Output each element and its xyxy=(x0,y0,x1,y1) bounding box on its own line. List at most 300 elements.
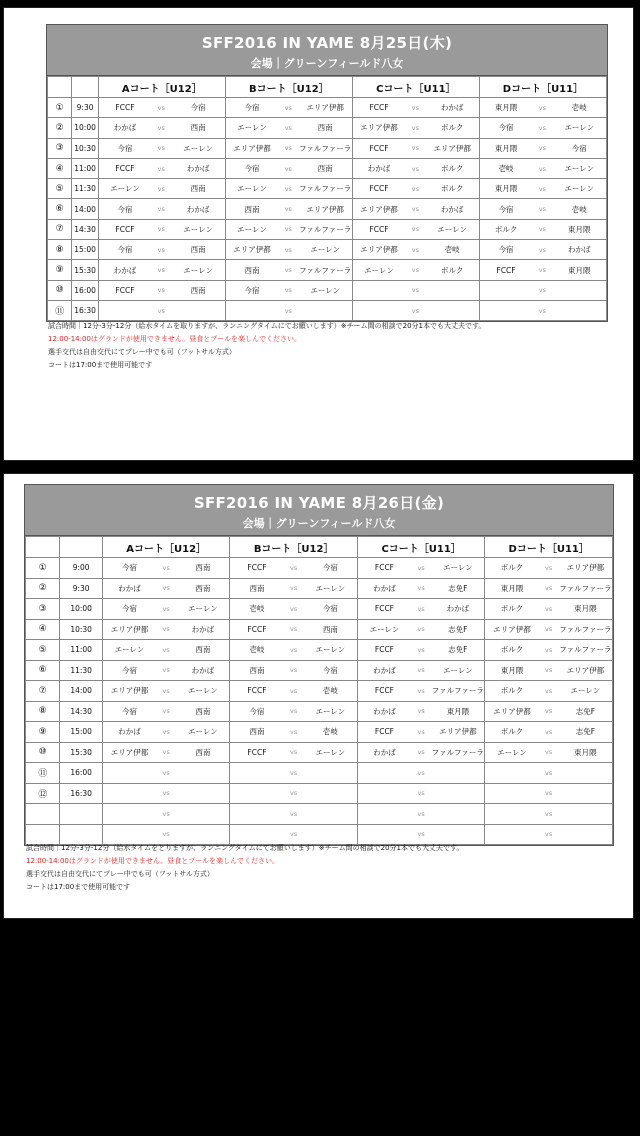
match-number: ⑪ xyxy=(26,763,60,784)
home-team xyxy=(225,300,278,320)
vs-label: vs xyxy=(532,118,552,138)
match-time: 10:00 xyxy=(60,599,103,620)
match-time: 16:30 xyxy=(72,300,98,320)
vs-label: vs xyxy=(405,300,425,320)
match-number: ④ xyxy=(48,158,72,178)
court-label: Dコート［U11］ xyxy=(485,537,613,558)
away-team: エーレン xyxy=(304,640,358,661)
vs-label: vs xyxy=(151,260,171,280)
home-team: わかば xyxy=(357,742,411,763)
vs-label: vs xyxy=(151,138,171,158)
match-time: 14:30 xyxy=(60,701,103,722)
home-team: わかば xyxy=(98,260,151,280)
away-team: エーレン xyxy=(553,158,607,178)
home-team: FCCF xyxy=(230,681,284,702)
vs-label: vs xyxy=(539,701,559,722)
away-team: わかば xyxy=(426,98,480,118)
away-team: ボルク xyxy=(426,118,480,138)
away-team: 東月隈 xyxy=(559,742,613,763)
away-team xyxy=(426,280,480,300)
vs-label: vs xyxy=(284,681,304,702)
home-team: エリア伊都 xyxy=(352,199,405,219)
home-team: エリア伊都 xyxy=(225,138,278,158)
home-team xyxy=(352,280,405,300)
note-3: 選手交代は自由交代にてプレー中でも可（フットサル方式） xyxy=(26,870,214,878)
home-team: 東月隈 xyxy=(485,660,539,681)
home-team: 今宿 xyxy=(98,138,151,158)
away-team: わかば xyxy=(426,199,480,219)
vs-label: vs xyxy=(411,824,431,845)
home-team: 今宿 xyxy=(230,701,284,722)
match-number: ② xyxy=(48,118,72,138)
home-team: FCCF xyxy=(98,98,151,118)
home-team xyxy=(485,804,539,825)
match-time: 10:30 xyxy=(60,619,103,640)
table-row xyxy=(48,138,607,158)
away-team: ファルファーラ xyxy=(431,681,485,702)
vs-label: vs xyxy=(539,763,559,784)
away-team: エリア伊都 xyxy=(298,199,352,219)
away-team: 西南 xyxy=(176,701,230,722)
match-number: ⑤ xyxy=(26,640,60,661)
home-team: 今宿 xyxy=(102,599,156,620)
home-team xyxy=(357,804,411,825)
table-row xyxy=(26,558,613,579)
vs-label: vs xyxy=(156,640,176,661)
match-time: 16:30 xyxy=(60,783,103,804)
vs-label: vs xyxy=(405,280,425,300)
away-team: 西南 xyxy=(171,118,225,138)
home-team: 今宿 xyxy=(98,199,151,219)
match-number: ⑧ xyxy=(26,701,60,722)
vs-label: vs xyxy=(405,98,425,118)
away-team: エリア伊都 xyxy=(559,558,613,579)
home-team xyxy=(485,763,539,784)
vs-label: vs xyxy=(156,783,176,804)
blank-cell xyxy=(48,77,72,98)
away-team: 西南 xyxy=(298,158,352,178)
away-team: 志免F xyxy=(431,619,485,640)
vs-label: vs xyxy=(411,640,431,661)
schedule-table-day2 xyxy=(24,484,614,846)
vs-label: vs xyxy=(156,619,176,640)
vs-label: vs xyxy=(405,158,425,178)
home-team: 壱岐 xyxy=(230,599,284,620)
vs-label: vs xyxy=(156,763,176,784)
vs-label: vs xyxy=(151,199,171,219)
away-team: エーレン xyxy=(176,722,230,743)
home-team: 西南 xyxy=(230,578,284,599)
home-team: エリア伊都 xyxy=(102,681,156,702)
match-number: ③ xyxy=(48,138,72,158)
home-team xyxy=(98,300,151,320)
venue-label: 会場｜グリーンフィールド八女 xyxy=(242,517,396,530)
home-team xyxy=(357,783,411,804)
court-label: Dコート［U11］ xyxy=(479,77,606,98)
away-team xyxy=(559,824,613,845)
vs-label: vs xyxy=(278,300,298,320)
note-2: 12:00-14:00はグランドが使用できません。昼食とプールを楽しんでください。 xyxy=(26,857,279,865)
home-team: FCCF xyxy=(98,158,151,178)
home-team: ボルク xyxy=(485,681,539,702)
away-team: ファルファーラ xyxy=(298,179,352,199)
away-team: 東月隈 xyxy=(553,260,607,280)
away-team xyxy=(176,804,230,825)
notes-day2 xyxy=(26,842,463,894)
home-team xyxy=(230,763,284,784)
vs-label: vs xyxy=(284,804,304,825)
note-2: 12:00-14:00はグランドが使用できません。昼食とプールを楽しんでください。 xyxy=(48,335,301,343)
home-team: 西南 xyxy=(230,660,284,681)
vs-label: vs xyxy=(284,783,304,804)
home-team: 西南 xyxy=(225,260,278,280)
match-number: ⑤ xyxy=(48,179,72,199)
table-row xyxy=(48,118,607,138)
vs-label: vs xyxy=(151,98,171,118)
vs-label: vs xyxy=(539,722,559,743)
home-team: 今宿 xyxy=(225,98,278,118)
match-table xyxy=(25,536,613,845)
table-row xyxy=(48,240,607,260)
home-team xyxy=(479,280,532,300)
court-label: Aコート［U12］ xyxy=(102,537,230,558)
away-team xyxy=(426,300,480,320)
table-row xyxy=(26,701,613,722)
home-team: エリア伊都 xyxy=(485,619,539,640)
away-team: エーレン xyxy=(559,681,613,702)
home-team: FCCF xyxy=(357,558,411,579)
match-number: ⑦ xyxy=(26,681,60,702)
vs-label: vs xyxy=(156,742,176,763)
home-team xyxy=(485,824,539,845)
vs-label: vs xyxy=(284,578,304,599)
away-team: エーレン xyxy=(553,118,607,138)
match-number: ② xyxy=(26,578,60,599)
vs-label: vs xyxy=(405,179,425,199)
home-team: エリア伊都 xyxy=(352,118,405,138)
away-team: ファルファーラ xyxy=(431,742,485,763)
home-team: わかば xyxy=(352,158,405,178)
away-team xyxy=(559,804,613,825)
away-team: ファルファーラ xyxy=(298,260,352,280)
match-number: ⑩ xyxy=(48,280,72,300)
away-team: 西南 xyxy=(171,179,225,199)
away-team: わかば xyxy=(176,660,230,681)
away-team xyxy=(304,783,358,804)
vs-label: vs xyxy=(405,118,425,138)
schedule-sheet-day2 xyxy=(4,474,633,918)
vs-label: vs xyxy=(278,158,298,178)
home-team: エーレン xyxy=(225,219,278,239)
match-time: 9:30 xyxy=(72,98,98,118)
home-team: 壱岐 xyxy=(230,640,284,661)
home-team: 西南 xyxy=(230,722,284,743)
table-row xyxy=(48,158,607,178)
vs-label: vs xyxy=(156,722,176,743)
home-team: FCCF xyxy=(357,722,411,743)
away-team: ファルファーラ xyxy=(559,619,613,640)
court-label: Aコート［U12］ xyxy=(98,77,225,98)
venue-label: 会場｜グリーンフィールド八女 xyxy=(250,57,404,70)
schedule-table-day1 xyxy=(46,24,608,322)
away-team: エリア伊都 xyxy=(298,98,352,118)
away-team: 西南 xyxy=(171,280,225,300)
table-row xyxy=(26,804,613,825)
table-row xyxy=(48,219,607,239)
away-team: エーレン xyxy=(171,219,225,239)
schedule-header xyxy=(47,25,607,76)
match-number: ⑧ xyxy=(48,240,72,260)
away-team: ボルク xyxy=(426,260,480,280)
match-time: 15:30 xyxy=(72,260,98,280)
note-4: コートは17:00まで使用可能です xyxy=(26,883,131,891)
vs-label: vs xyxy=(411,578,431,599)
away-team: エーレン xyxy=(176,599,230,620)
away-team xyxy=(431,763,485,784)
home-team: FCCF xyxy=(352,219,405,239)
vs-label: vs xyxy=(539,660,559,681)
vs-label: vs xyxy=(405,199,425,219)
away-team: ボルク xyxy=(426,158,480,178)
home-team: ボルク xyxy=(485,558,539,579)
match-time: 14:30 xyxy=(72,219,98,239)
away-team: 東月隈 xyxy=(559,599,613,620)
away-team: 西南 xyxy=(176,640,230,661)
away-team xyxy=(553,280,607,300)
schedule-title: SFF2016 IN YAME 8月26日(金) xyxy=(193,494,445,512)
home-team xyxy=(230,804,284,825)
match-time: 11:00 xyxy=(60,640,103,661)
home-team: 東月隈 xyxy=(479,138,532,158)
home-team: 今宿 xyxy=(479,118,532,138)
home-team: 今宿 xyxy=(102,558,156,579)
match-number: ① xyxy=(48,98,72,118)
note-4: コートは17:00まで使用可能です xyxy=(48,361,153,369)
vs-label: vs xyxy=(532,219,552,239)
vs-label: vs xyxy=(284,640,304,661)
home-team xyxy=(102,783,156,804)
home-team: エーレン xyxy=(357,619,411,640)
vs-label: vs xyxy=(278,199,298,219)
vs-label: vs xyxy=(284,619,304,640)
vs-label: vs xyxy=(539,742,559,763)
away-team: エーレン xyxy=(171,260,225,280)
home-team: FCCF xyxy=(98,280,151,300)
home-team: FCCF xyxy=(230,619,284,640)
away-team: わかば xyxy=(553,240,607,260)
away-team: 壱岐 xyxy=(553,98,607,118)
vs-label: vs xyxy=(278,240,298,260)
away-team xyxy=(559,783,613,804)
away-team xyxy=(171,300,225,320)
away-team: 西南 xyxy=(298,118,352,138)
vs-label: vs xyxy=(151,240,171,260)
away-team: 志免F xyxy=(431,640,485,661)
vs-label: vs xyxy=(532,300,552,320)
vs-label: vs xyxy=(284,722,304,743)
away-team: ファルファーラ xyxy=(298,219,352,239)
match-number: ⑨ xyxy=(48,260,72,280)
vs-label: vs xyxy=(405,138,425,158)
court-label: Cコート［U11］ xyxy=(352,77,479,98)
vs-label: vs xyxy=(411,599,431,620)
home-team: FCCF xyxy=(230,742,284,763)
home-team xyxy=(485,783,539,804)
away-team: 東月隈 xyxy=(553,219,607,239)
vs-label: vs xyxy=(411,701,431,722)
vs-label: vs xyxy=(405,240,425,260)
vs-label: vs xyxy=(411,660,431,681)
away-team: 壱岐 xyxy=(426,240,480,260)
court-header-row xyxy=(26,537,613,558)
away-team xyxy=(304,804,358,825)
vs-label: vs xyxy=(532,260,552,280)
vs-label: vs xyxy=(539,640,559,661)
home-team: FCCF xyxy=(357,640,411,661)
away-team: エーレン xyxy=(431,558,485,579)
table-row xyxy=(48,98,607,118)
table-row xyxy=(26,722,613,743)
home-team: FCCF xyxy=(352,98,405,118)
match-time: 11:00 xyxy=(72,158,98,178)
home-team: FCCF xyxy=(352,138,405,158)
away-team: 西南 xyxy=(176,742,230,763)
home-team: FCCF xyxy=(479,260,532,280)
court-header-row xyxy=(48,77,607,98)
vs-label: vs xyxy=(151,179,171,199)
away-team: エリア伊都 xyxy=(431,722,485,743)
vs-label: vs xyxy=(411,763,431,784)
match-number: ④ xyxy=(26,619,60,640)
table-row xyxy=(48,300,607,320)
home-team: わかば xyxy=(98,118,151,138)
home-team: ボルク xyxy=(485,599,539,620)
home-team: FCCF xyxy=(230,558,284,579)
away-team: 壱岐 xyxy=(304,722,358,743)
match-time: 10:00 xyxy=(72,118,98,138)
home-team: エーレン xyxy=(225,118,278,138)
vs-label: vs xyxy=(411,558,431,579)
away-team xyxy=(431,804,485,825)
vs-label: vs xyxy=(278,280,298,300)
vs-label: vs xyxy=(156,701,176,722)
away-team: 西南 xyxy=(176,558,230,579)
away-team: エリア伊都 xyxy=(559,660,613,681)
home-team: 今宿 xyxy=(479,240,532,260)
home-team: ボルク xyxy=(479,219,532,239)
away-team: 今宿 xyxy=(304,660,358,681)
away-team: 西南 xyxy=(304,619,358,640)
vs-label: vs xyxy=(532,158,552,178)
match-number: ⑨ xyxy=(26,722,60,743)
away-team: 西南 xyxy=(171,240,225,260)
home-team: エリア伊都 xyxy=(352,240,405,260)
vs-label: vs xyxy=(532,199,552,219)
vs-label: vs xyxy=(284,599,304,620)
match-number: ⑥ xyxy=(26,660,60,681)
vs-label: vs xyxy=(278,118,298,138)
home-team: エーレン xyxy=(98,179,151,199)
vs-label: vs xyxy=(539,824,559,845)
home-team: FCCF xyxy=(352,179,405,199)
away-team: 西南 xyxy=(176,578,230,599)
vs-label: vs xyxy=(539,681,559,702)
home-team xyxy=(102,804,156,825)
match-time: 15:00 xyxy=(72,240,98,260)
table-row xyxy=(26,599,613,620)
vs-label: vs xyxy=(411,619,431,640)
away-team: ファルファーラ xyxy=(559,578,613,599)
vs-label: vs xyxy=(278,98,298,118)
match-time: 11:30 xyxy=(60,660,103,681)
home-team xyxy=(479,300,532,320)
away-team: ファルファーラ xyxy=(559,640,613,661)
vs-label: vs xyxy=(411,722,431,743)
schedule-header xyxy=(25,485,613,536)
vs-label: vs xyxy=(284,824,304,845)
away-team: 志免F xyxy=(559,701,613,722)
vs-label: vs xyxy=(539,599,559,620)
away-team: エーレン xyxy=(304,742,358,763)
home-team: 今宿 xyxy=(479,199,532,219)
away-team: わかば xyxy=(171,158,225,178)
home-team: エーレン xyxy=(225,179,278,199)
away-team: 志免F xyxy=(431,578,485,599)
note-1: 試合時間｜12分-3分-12分（給水タイムをとりますが、ランニングタイムにてお願いします）※チーム間の相談で20分1本でも大丈夫です。 xyxy=(26,844,464,852)
vs-label: vs xyxy=(411,804,431,825)
away-team: 壱岐 xyxy=(553,199,607,219)
away-team: 今宿 xyxy=(171,98,225,118)
blank-cell xyxy=(72,77,98,98)
match-number: ① xyxy=(26,558,60,579)
home-team xyxy=(357,763,411,784)
home-team: 壱岐 xyxy=(479,158,532,178)
vs-label: vs xyxy=(278,179,298,199)
away-team xyxy=(431,783,485,804)
vs-label: vs xyxy=(284,660,304,681)
vs-label: vs xyxy=(151,219,171,239)
away-team xyxy=(553,300,607,320)
vs-label: vs xyxy=(532,138,552,158)
vs-label: vs xyxy=(278,219,298,239)
match-time: 10:30 xyxy=(72,138,98,158)
home-team: わかば xyxy=(357,660,411,681)
match-time: 15:30 xyxy=(60,742,103,763)
away-team xyxy=(176,763,230,784)
vs-label: vs xyxy=(532,179,552,199)
away-team: エーレン xyxy=(304,578,358,599)
vs-label: vs xyxy=(151,158,171,178)
vs-label: vs xyxy=(539,783,559,804)
vs-label: vs xyxy=(532,240,552,260)
away-team: 壱岐 xyxy=(304,681,358,702)
vs-label: vs xyxy=(284,701,304,722)
away-team: エーレン xyxy=(298,280,352,300)
match-time: 15:00 xyxy=(60,722,103,743)
vs-label: vs xyxy=(278,138,298,158)
home-team: わかば xyxy=(357,701,411,722)
vs-label: vs xyxy=(539,619,559,640)
table-row xyxy=(26,681,613,702)
away-team: エーレン xyxy=(553,179,607,199)
notes-day1 xyxy=(48,320,485,372)
table-row xyxy=(26,660,613,681)
schedule-title: SFF2016 IN YAME 8月25日(木) xyxy=(201,34,453,52)
home-team: FCCF xyxy=(98,219,151,239)
note-1: 試合時間｜12分-3分-12分（給水タイムを取りますが、ランニングタイムにてお願いします）※チーム間の相談で20分1本でも大丈夫です。 xyxy=(48,322,486,330)
away-team: 今宿 xyxy=(304,558,358,579)
vs-label: vs xyxy=(156,824,176,845)
